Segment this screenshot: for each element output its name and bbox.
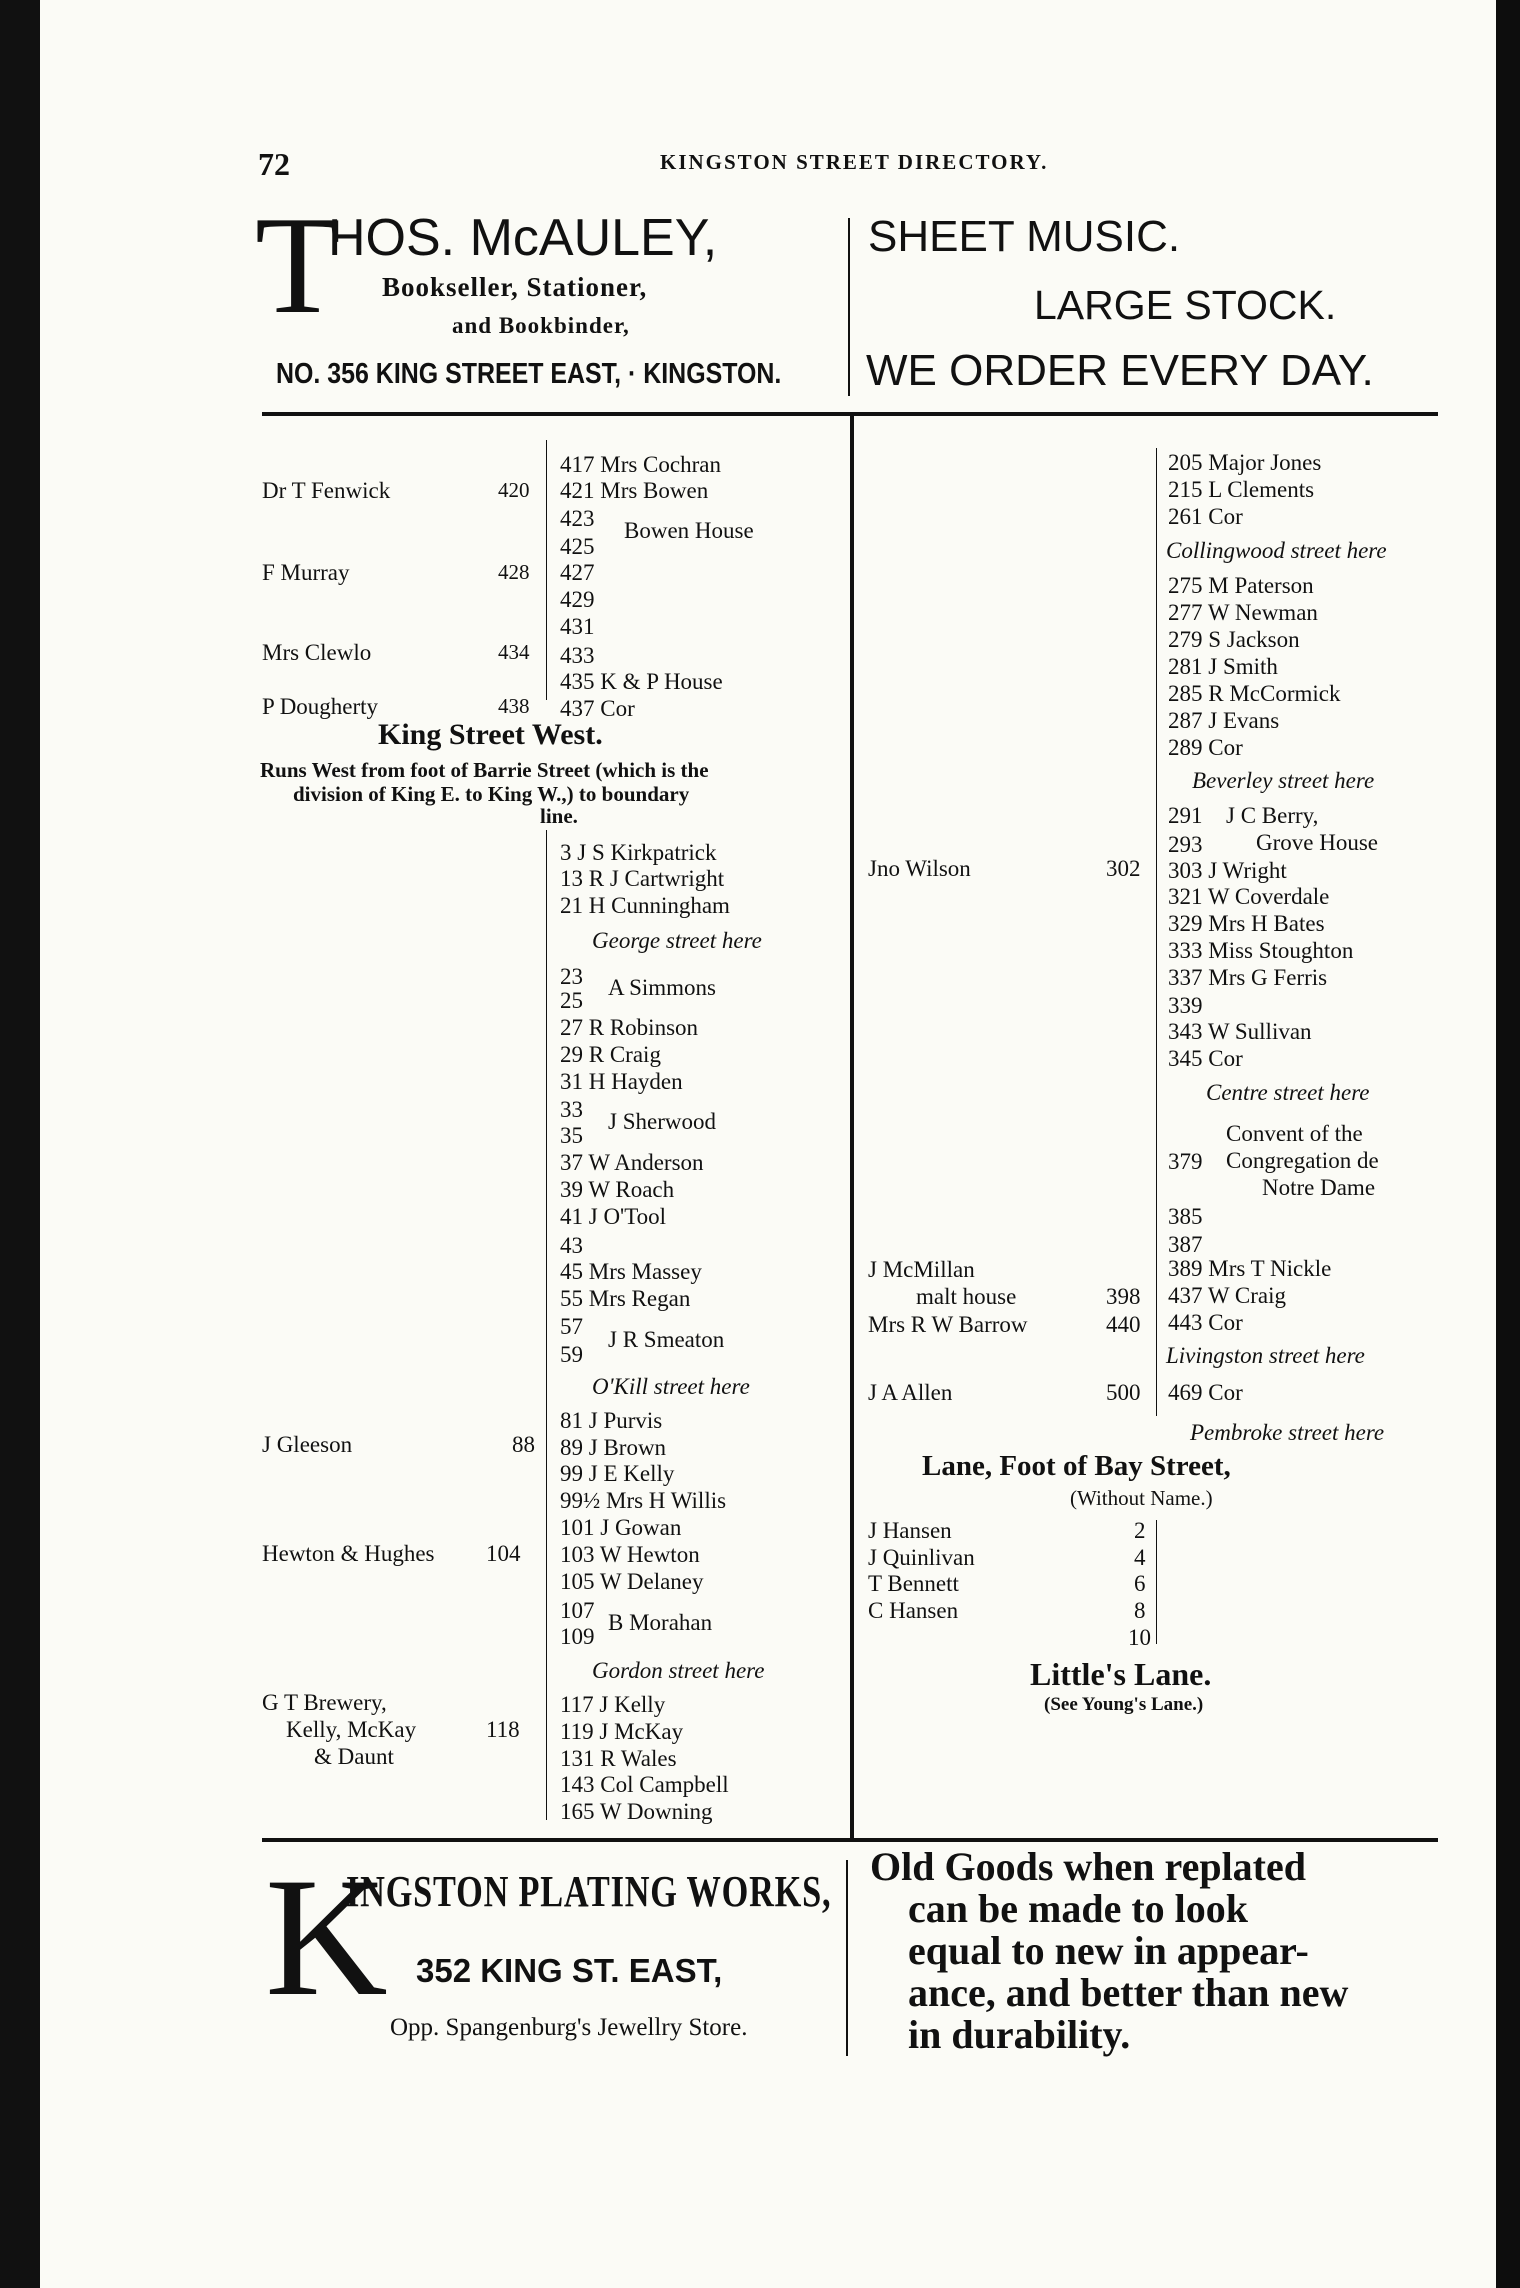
directory-entry: 435 K & P House (560, 669, 723, 694)
directory-entry: 215 L Clements (1168, 477, 1315, 502)
side-resident-entry: malt house (916, 1284, 1017, 1309)
side-house-number: 88 (512, 1432, 535, 1457)
resident-entry: Dr T Fenwick (262, 478, 391, 503)
section-lane-bay-street: Lane, Foot of Bay Street, (922, 1450, 1231, 1482)
directory-entry: 89 J Brown (560, 1435, 667, 1460)
house-number: 428 (498, 560, 530, 584)
side-resident-entry: Jno Wilson (868, 856, 971, 881)
lane-num-rule (1156, 1520, 1157, 1644)
directory-entry: 379 (1168, 1149, 1203, 1174)
directory-entry: B Morahan (608, 1610, 713, 1635)
directory-entry: 205 Major Jones (1168, 450, 1322, 475)
directory-entry: 343 W Sullivan (1168, 1019, 1312, 1044)
directory-entry: 103 W Hewton (560, 1542, 700, 1567)
house-number: 420 (498, 478, 530, 502)
house-number: 438 (498, 694, 530, 718)
directory-entry: 39 W Roach (560, 1177, 675, 1202)
ad-initial-k: K (265, 1843, 388, 2031)
directory-entry: 23 (560, 964, 583, 989)
side-house-number: 104 (486, 1541, 521, 1566)
directory-entry: 43 (560, 1233, 583, 1258)
cross-street-note: Collingwood street here (1166, 538, 1387, 563)
side-resident-entry: J A Allen (868, 1380, 953, 1405)
directory-entry: 421 Mrs Bowen (560, 478, 709, 503)
directory-entry: 345 Cor (1168, 1046, 1243, 1071)
directory-entry: 437 W Craig (1168, 1283, 1286, 1308)
cross-street-note: O'Kill street here (592, 1374, 750, 1399)
section-littles-lane: Little's Lane. (1030, 1656, 1212, 1692)
cross-street-note: Gordon street here (592, 1658, 765, 1683)
cross-street-note: Livingston street here (1166, 1343, 1365, 1368)
directory-entry: 109 (560, 1624, 595, 1649)
left-num-rule-b (546, 830, 547, 1820)
side-resident-entry: Mrs R W Barrow (868, 1312, 1028, 1337)
house-number: 434 (498, 640, 530, 664)
section-note-line1: Runs West from foot of Barrie Street (which is the (260, 758, 709, 782)
side-resident-entry: Hewton & Hughes (262, 1541, 435, 1566)
section-note-line3: line. (540, 804, 578, 828)
directory-entry: 303 J Wright (1168, 858, 1287, 883)
running-title: KINGSTON STREET DIRECTORY. (660, 150, 1049, 174)
column-divider (850, 416, 854, 1838)
ad-old-goods-line5: in durability. (908, 2012, 1131, 2057)
directory-entry: 443 Cor (1168, 1310, 1243, 1335)
directory-entry: 281 J Smith (1168, 654, 1278, 679)
directory-entry: 329 Mrs H Bates (1168, 911, 1325, 936)
side-resident-entry: J Gleeson (262, 1432, 353, 1457)
directory-entry: Bowen House (624, 518, 754, 543)
directory-entry: 287 J Evans (1168, 708, 1280, 733)
ad-old-goods-line4: ance, and better than new (908, 1970, 1349, 2015)
directory-entry: 107 (560, 1598, 595, 1623)
side-house-number: 398 (1106, 1284, 1141, 1309)
resident-entry: P Dougherty (262, 694, 379, 719)
directory-entry: 25 (560, 988, 583, 1013)
ad-old-goods-line2: can be made to look (908, 1886, 1248, 1931)
directory-entry: 417 Mrs Cochran (560, 452, 721, 477)
ad-plating-name: INGSTON PLATING WORKS, (346, 1867, 832, 1916)
directory-entry: Grove House (1256, 830, 1378, 855)
directory-entry: 275 M Paterson (1168, 573, 1314, 598)
directory-entry: 277 W Newman (1168, 600, 1318, 625)
directory-entry: 119 J McKay (560, 1719, 684, 1744)
side-resident-entry: Kelly, McKay (286, 1717, 417, 1742)
directory-entry: 333 Miss Stoughton (1168, 938, 1354, 963)
directory-entry: 293 (1168, 832, 1203, 857)
directory-entry: 425 (560, 534, 595, 559)
directory-entry: 27 R Robinson (560, 1015, 699, 1040)
directory-entry: 35 (560, 1123, 583, 1148)
directory-entry: 45 Mrs Massey (560, 1259, 702, 1284)
lane-house-number: 10 (1128, 1625, 1151, 1650)
section-king-street-west: King Street West. (378, 718, 603, 751)
lane-note: (Without Name.) (1070, 1486, 1213, 1510)
cross-street-note: Centre street here (1206, 1080, 1370, 1105)
directory-entry: 57 (560, 1314, 583, 1339)
resident-entry: Mrs Clewlo (262, 640, 372, 665)
directory-entry: A Simmons (608, 975, 717, 1000)
directory-entry: Notre Dame (1262, 1175, 1376, 1200)
rule-bottom (262, 1838, 1438, 1842)
side-house-number: 302 (1106, 856, 1141, 881)
ad-bottom-divider (846, 1860, 848, 2056)
book-right-edge (1496, 0, 1520, 2288)
directory-entry: 55 Mrs Regan (560, 1286, 691, 1311)
lane-house-number: 2 (1134, 1518, 1146, 1543)
littles-lane-note: (See Young's Lane.) (1044, 1694, 1204, 1715)
right-num-rule (1156, 448, 1157, 1416)
ad-plating-address: 352 KING ST. EAST, (416, 1952, 723, 1989)
directory-entry: 99½ Mrs H Willis (560, 1488, 727, 1513)
directory-entry: 385 (1168, 1204, 1203, 1229)
cross-street-note: Pembroke street here (1190, 1420, 1385, 1445)
directory-entry: 285 R McCormick (1168, 681, 1341, 706)
directory-entry: 131 R Wales (560, 1746, 677, 1771)
lane-resident-entry: J Hansen (868, 1518, 952, 1543)
directory-entry: 429 (560, 587, 595, 612)
ad-large-stock: LARGE STOCK. (1034, 282, 1337, 328)
lane-house-number: 6 (1134, 1571, 1146, 1596)
side-house-number: 440 (1106, 1312, 1141, 1337)
directory-entry: 389 Mrs T Nickle (1168, 1256, 1332, 1281)
directory-entry: 165 W Downing (560, 1799, 713, 1824)
directory-entry: 261 Cor (1168, 504, 1243, 529)
directory-entry: 469 Cor (1168, 1380, 1243, 1405)
directory-entry: J R Smeaton (608, 1327, 725, 1352)
directory-entry: 31 H Hayden (560, 1069, 683, 1094)
directory-entry: 13 R J Cartwright (560, 866, 725, 891)
cross-street-note: Beverley street here (1192, 768, 1375, 793)
directory-entry: 81 J Purvis (560, 1408, 663, 1433)
side-resident-entry: J McMillan (868, 1257, 975, 1282)
directory-entry: 41 J O'Tool (560, 1204, 667, 1229)
ad-old-goods-line1: Old Goods when replated (870, 1844, 1306, 1889)
side-house-number: 118 (486, 1717, 520, 1742)
ad-mcauley-line1: Bookseller, Stationer, (382, 272, 648, 302)
directory-entry: J C Berry, (1226, 803, 1319, 828)
lane-resident-entry: J Quinlivan (868, 1545, 975, 1570)
ad-mcauley-address: NO. 356 KING STREET EAST, · KINGSTON. (276, 358, 782, 390)
ad-mcauley-name: HOS. McAULEY, (328, 209, 718, 267)
ad-initial-t: T (255, 188, 341, 343)
directory-entry: 339 (1168, 993, 1203, 1018)
side-resident-entry: & Daunt (314, 1744, 394, 1769)
directory-entry: 99 J E Kelly (560, 1461, 675, 1486)
directory-entry: 101 J Gowan (560, 1515, 682, 1540)
directory-entry: 431 (560, 614, 595, 639)
ad-sheet-music: SHEET MUSIC. (868, 212, 1181, 261)
directory-entry: Congregation de (1226, 1148, 1379, 1173)
directory-entry: J Sherwood (608, 1109, 716, 1134)
directory-entry: 337 Mrs G Ferris (1168, 965, 1328, 990)
directory-entry: 59 (560, 1342, 583, 1367)
directory-entry: 387 (1168, 1232, 1203, 1257)
directory-entry: 289 Cor (1168, 735, 1243, 760)
directory-entry: Convent of the (1226, 1121, 1363, 1146)
ad-plating-note: Opp. Spangenburg's Jewellry Store. (390, 2014, 748, 2041)
left-num-rule-a (546, 440, 547, 700)
lane-resident-entry: C Hansen (868, 1598, 959, 1623)
lane-house-number: 4 (1134, 1545, 1146, 1570)
directory-entry: 3 J S Kirkpatrick (560, 840, 717, 865)
ad-top-divider (848, 218, 850, 396)
lane-resident-entry: T Bennett (868, 1571, 959, 1596)
page-number: 72 (258, 146, 290, 182)
directory-entry: 291 (1168, 803, 1203, 828)
cross-street-note: George street here (592, 928, 762, 953)
ad-old-goods-line3: equal to new in appear- (908, 1928, 1309, 1973)
directory-entry: 21 H Cunningham (560, 893, 730, 918)
directory-entry: 33 (560, 1097, 583, 1122)
resident-entry: F Murray (262, 560, 350, 585)
ad-order-every-day: WE ORDER EVERY DAY. (866, 346, 1374, 395)
directory-entry: 433 (560, 643, 595, 668)
directory-entry: 105 W Delaney (560, 1569, 704, 1594)
side-resident-entry: G T Brewery, (262, 1690, 387, 1715)
directory-entry: 321 W Coverdale (1168, 884, 1330, 909)
directory-entry: 423 (560, 506, 595, 531)
ad-mcauley-line2: and Bookbinder, (452, 313, 630, 338)
directory-entry: 37 W Anderson (560, 1150, 704, 1175)
lane-house-number: 8 (1134, 1598, 1146, 1623)
directory-entry: 117 J Kelly (560, 1692, 666, 1717)
side-house-number: 500 (1106, 1380, 1141, 1405)
directory-entry: 29 R Craig (560, 1042, 661, 1067)
directory-entry: 437 Cor (560, 696, 635, 721)
section-note-line2: division of King E. to King W.,) to boundary (293, 782, 690, 806)
directory-entry: 279 S Jackson (1168, 627, 1300, 652)
directory-entry: 143 Col Campbell (560, 1772, 729, 1797)
directory-entry: 427 (560, 560, 595, 585)
